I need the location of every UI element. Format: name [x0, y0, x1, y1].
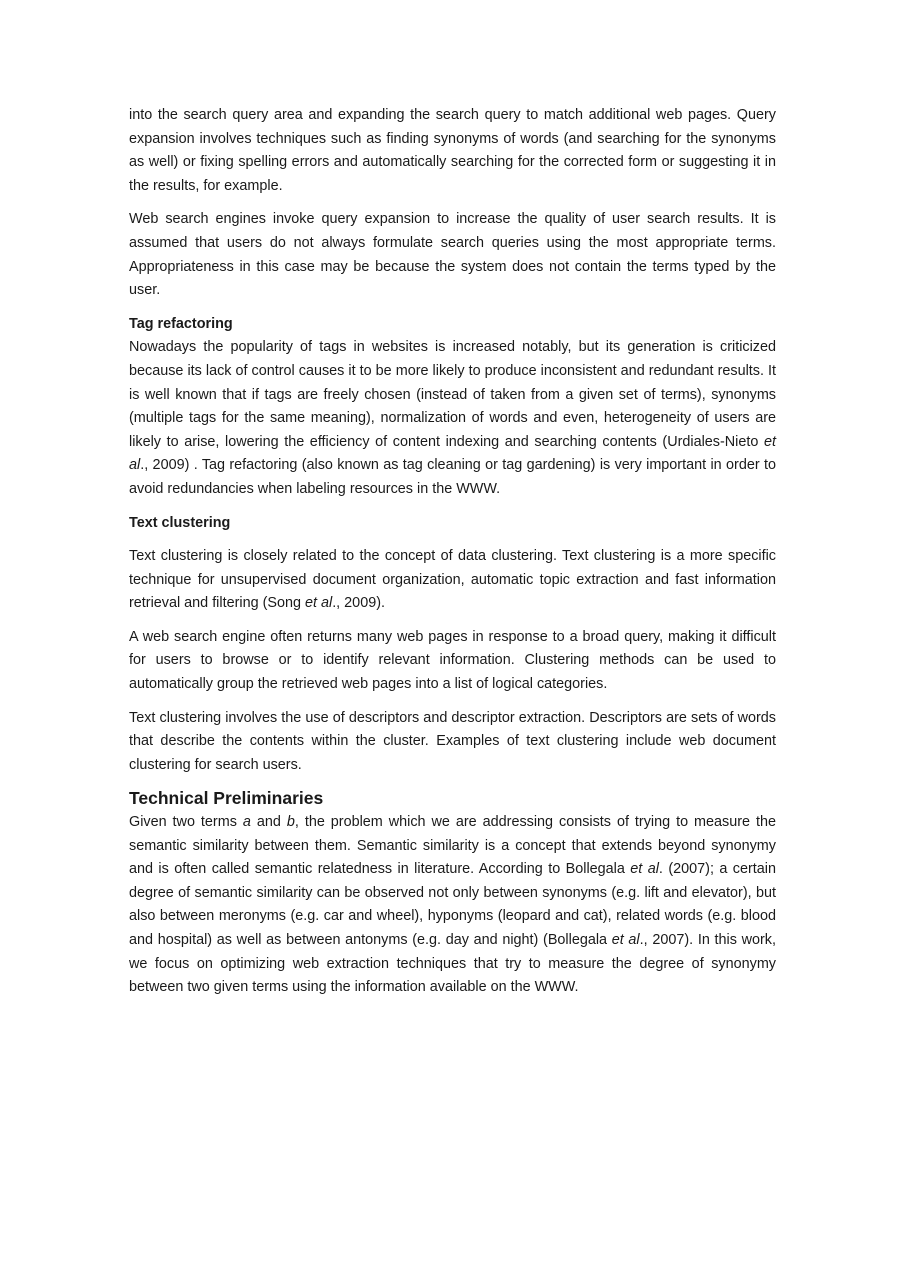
- paragraph-web-search-engines: Web search engines invoke query expansion to increase the quality of user search results. It is assumed that users do not always formulate search queries using the most appropriate terms. Appropriateness in this case may be because the system does not contain the terms typed by the user.: [129, 211, 776, 299]
- text-run: ., 2007). In this work, we focus on optimizing web extraction techniques that try to measure the degree of synonymy between two given terms using the information available on the WWW.: [129, 932, 776, 996]
- etal-italic: et al: [611, 932, 640, 948]
- paragraph-tag-refactoring: [129, 336, 776, 501]
- text-run: Given two terms: [129, 814, 243, 831]
- heading-text-clustering: Text clustering: [129, 514, 231, 531]
- paragraph-text-clustering-3: Text clustering involves the use of descriptors and descriptor extraction. Descriptors are sets of words that describe the contents within the cluster. Examples of text clustering include web document clustering for search users.: [129, 709, 776, 773]
- text-run: ., 2009).: [332, 595, 385, 612]
- text-run: Text clustering is closely related to the concept of data clustering. Text clustering is a more specific technique for unsupervised document organization, automatic topic extraction and fast information retrieval and filtering (Song: [129, 548, 776, 612]
- paragraph-query-expansion: into the search query area and expanding the search query to match additional web pages. Query expansion involves techniques such as finding synonyms of words (and searching for the synonyms as well) or fixing spelling errors and automatically searching for the corrected form or suggesting it in the results, for example.: [129, 107, 776, 194]
- text-run: . (2007); a certain degree of semantic similarity can be observed not only between synonyms (e.g. lift and elevator), but also between meronyms (e.g. car and wheel), hyponyms (leopard and cat), related words (e.g. blood and hospital) as well as between antonyms (e.g. day and night) (Bollegala: [129, 861, 776, 948]
- text-run: ., 2009) . Tag refactoring (also known as tag cleaning or tag gardening) is very important in order to avoid redundancies when labeling resources in the WWW.: [129, 457, 776, 497]
- etal-italic: et al: [129, 433, 776, 474]
- text-run: and: [250, 814, 287, 831]
- term-b: b: [286, 814, 295, 831]
- text-run: , the problem which we are addressing consists of trying to measure the semantic similarity between them. Semantic similarity is a concept that extends beyond synonymy and is often called semantic relatedness in literature. According to Bollegala: [129, 814, 777, 878]
- heading-tag-refactoring: Tag refactoring: [129, 315, 233, 332]
- text-run: Nowadays the popularity of tags in websites is increased notably, but its generation is criticized because its lack of control causes it to be more likely to produce inconsistent and redundant results. It is well known that if tags are freely chosen (instead of taken from a given set of terms), synonyms (multiple tags for the same meaning), normalization of words and even, heterogeneity of users are likely to arise, lowering the efficiency of content indexing and searching contents (Urdiales-Nieto: [129, 339, 776, 450]
- paragraph-technical-preliminaries: [129, 811, 776, 1000]
- etal-italic: et al: [304, 595, 333, 612]
- etal-italic: et al: [630, 861, 659, 878]
- document-page: [129, 104, 776, 1010]
- term-a: a: [242, 814, 251, 831]
- paragraph-text-clustering-2: A web search engine often returns many web pages in response to a broad query, making it difficult for users to browse or to identify relevant information. Clustering methods can be used to automatically group the retrieved web pages into a list of logical categories.: [129, 628, 776, 693]
- paragraph-text-clustering-1: [129, 545, 776, 616]
- heading-technical-preliminaries: Technical Preliminaries: [129, 788, 324, 809]
